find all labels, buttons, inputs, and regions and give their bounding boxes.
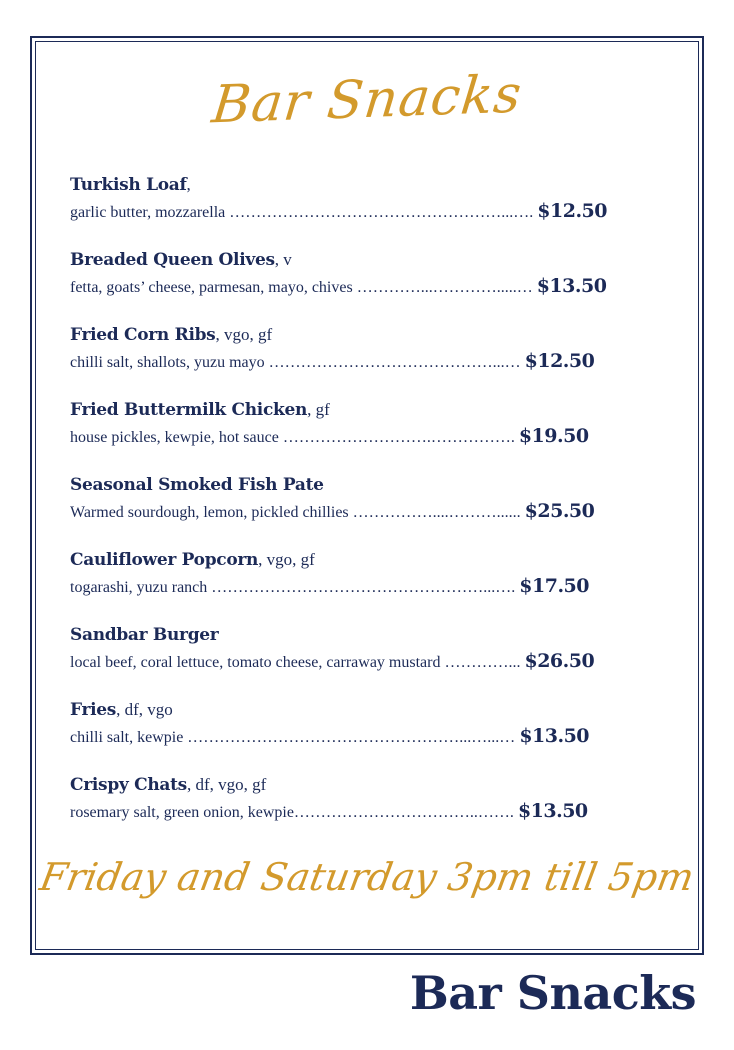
item-description: togarashi, yuzu ranch ……………………………………………...….: [70, 579, 516, 596]
service-hours-note: Friday and Saturday 3pm till 5pm: [36, 855, 698, 899]
item-name: Fries: [70, 700, 117, 720]
item-description: garlic butter, mozzarella ……………………………………………...….: [70, 204, 534, 221]
item-description: rosemary salt, green onion, kewpie……………………………..…….: [70, 804, 514, 821]
item-description: Warmed sourdough, lemon, pickled chillies ……………....………......: [70, 504, 521, 521]
item-description: chilli salt, shallots, yuzu mayo ……………………………………...…: [70, 354, 521, 371]
item-tags: , vgo, gf: [215, 325, 273, 344]
item-price: $19.50: [518, 425, 589, 447]
item-name: Crispy Chats: [70, 775, 187, 795]
item-description: house pickles, kewpie, hot sauce ……………………….…………….: [70, 429, 515, 446]
page-title: Bar Snacks: [409, 966, 696, 1020]
item-price: $13.50: [536, 275, 607, 297]
menu-item: [70, 322, 670, 374]
item-tags: , vgo, gf: [258, 550, 315, 569]
menu-items-list: [70, 172, 670, 847]
menu-title: Bar Snacks: [209, 64, 525, 136]
item-tags: , v: [274, 250, 292, 269]
menu-item: [70, 472, 670, 524]
menu-item: [70, 247, 670, 299]
item-name: Fried Corn Ribs: [70, 325, 216, 345]
item-description: chilli salt, kewpie ……………………………………………...…...…: [70, 729, 516, 746]
item-name: Breaded Queen Olives: [70, 250, 275, 270]
menu-item: [70, 622, 670, 674]
item-name: Fried Buttermilk Chicken: [70, 400, 308, 420]
menu-item: [70, 397, 670, 449]
item-tags: ,: [186, 175, 191, 194]
item-price: $12.50: [537, 200, 607, 222]
menu-item: [70, 172, 670, 224]
item-name: Seasonal Smoked Fish Pate: [70, 475, 324, 495]
item-price: $26.50: [524, 650, 595, 672]
item-name: Cauliflower Popcorn: [70, 550, 259, 570]
item-price: $13.50: [519, 725, 590, 747]
item-name: Turkish Loaf: [70, 175, 187, 195]
item-price: $25.50: [524, 500, 595, 522]
item-description: fetta, goats’ cheese, parmesan, mayo, chives …………...………….....…: [70, 279, 533, 296]
menu-item: [70, 697, 670, 749]
item-description: local beef, coral lettuce, tomato cheese, carraway mustard …………...: [70, 654, 521, 671]
item-tags: , df, vgo, gf: [186, 775, 267, 794]
item-price: $17.50: [519, 575, 589, 597]
item-price: $13.50: [517, 800, 588, 822]
menu-item: [70, 772, 670, 824]
item-tags: , gf: [307, 400, 330, 419]
item-tags: , df, vgo: [116, 700, 173, 719]
item-price: $12.50: [524, 350, 595, 372]
item-name: Sandbar Burger: [70, 625, 219, 645]
menu-item: [70, 547, 670, 599]
